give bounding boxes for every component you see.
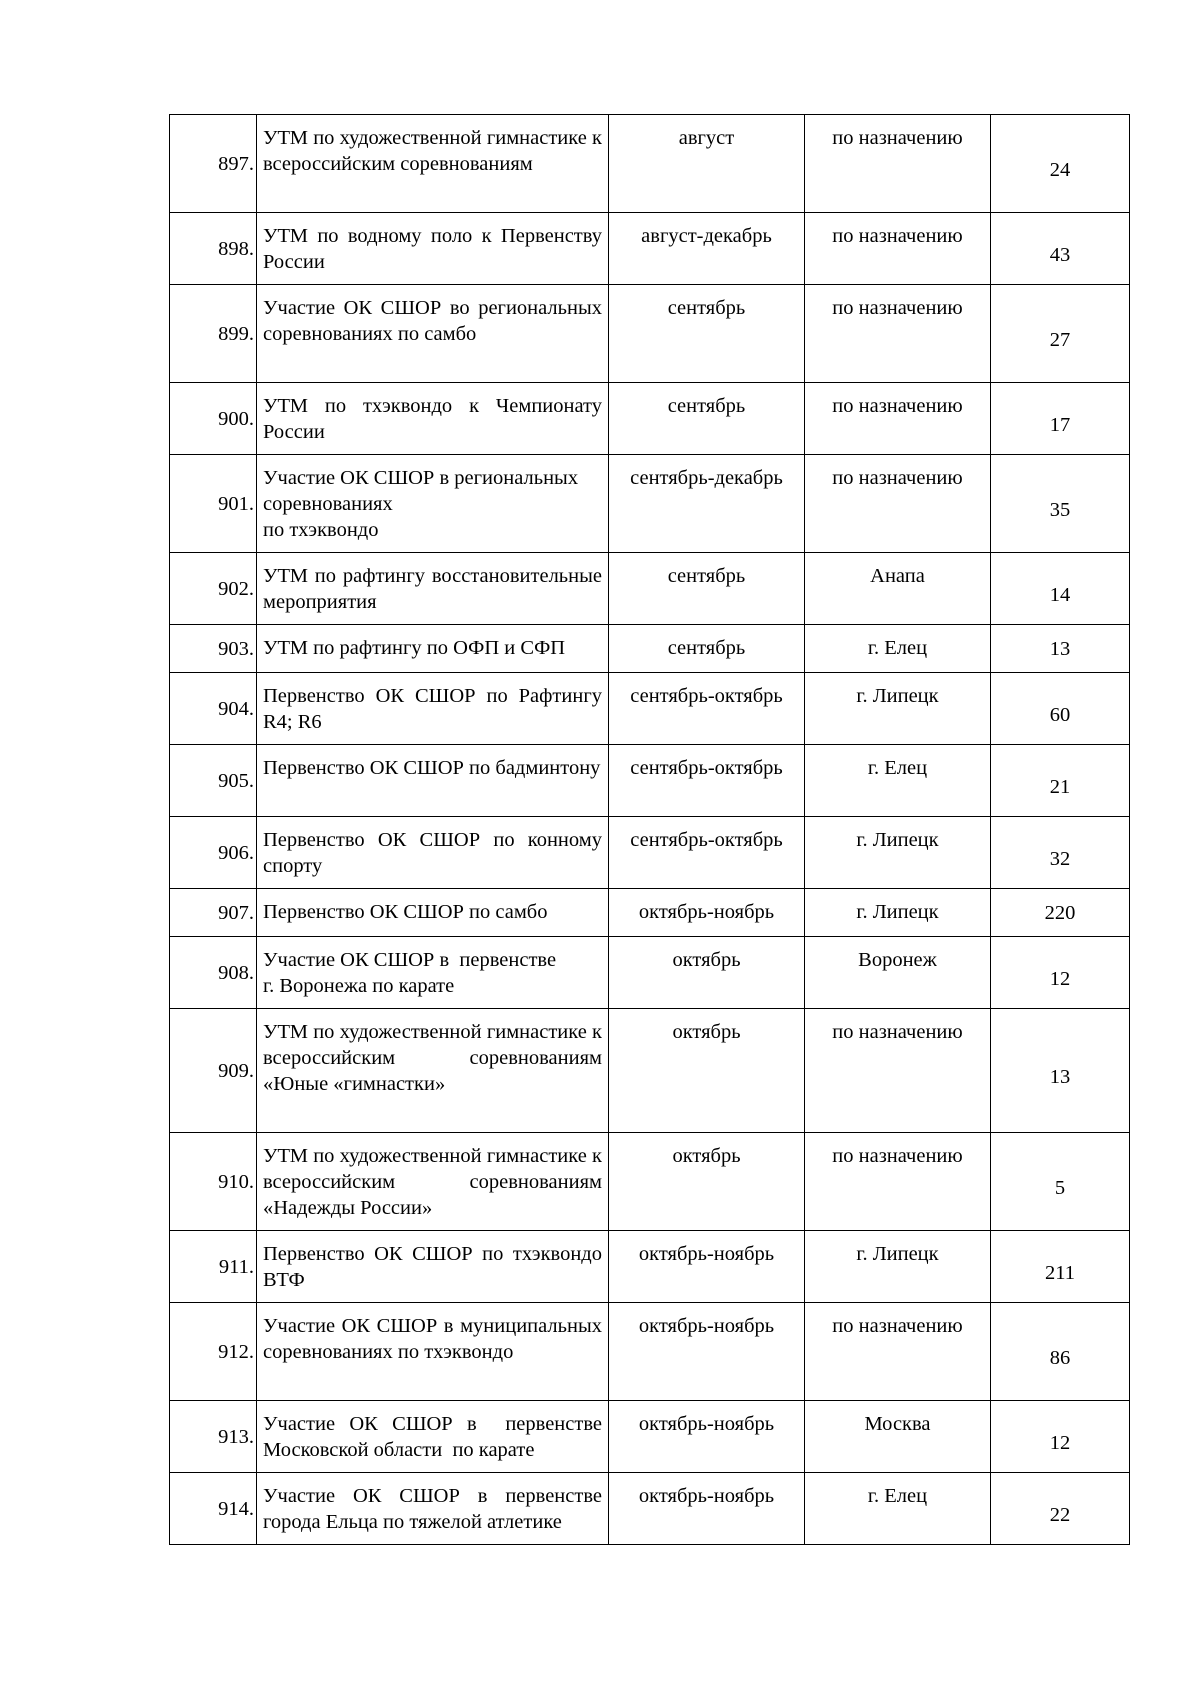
event-name: Первенство ОК СШОР по тхэквондо ВТФ [257,1231,609,1303]
event-name-line: Участие ОК СШОР в региональных [263,467,579,489]
event-name: УТМ по художественной гимнастике к всероссийским соревнованиям «Надежды России» [257,1133,609,1231]
event-name: Участие ОК СШОР в первенстве Московской области по карате [257,1401,609,1473]
table-row [170,1133,1130,1231]
row-number: 901. [170,455,257,553]
event-name-line: по тхэквондо [263,519,379,541]
event-place: по назначению [805,213,991,285]
event-name: УТМ по рафтингу по ОФП и СФП [257,625,609,673]
event-place: г. Липецк [805,1231,991,1303]
row-number: 908. [170,937,257,1009]
event-place: по назначению [805,1009,991,1133]
event-name: Первенство ОК СШОР по Рафтингу R4; R6 [257,673,609,745]
participant-count: 220 [991,889,1130,937]
event-name: УТМ по тхэквондо к Чемпионату России [257,383,609,455]
event-period: сентябрь-октябрь [609,673,805,745]
event-name-line: г. Воронежа по карате [263,975,455,997]
row-number: 909. [170,1009,257,1133]
table-row [170,1303,1130,1401]
event-name-line: Участие ОК СШОР в первенстве [263,949,557,971]
table-row [170,889,1130,937]
event-name [257,455,609,553]
event-name [257,937,609,1009]
table-row [170,817,1130,889]
row-number: 910. [170,1133,257,1231]
table-row [170,553,1130,625]
event-name: Первенство ОК СШОР по самбо [257,889,609,937]
participant-count: 86 [991,1303,1130,1401]
table-row [170,1473,1130,1545]
event-name: УТМ по рафтингу восстановительные мероприятия [257,553,609,625]
event-name: УТМ по водному поло к Первенству России [257,213,609,285]
table-row [170,1401,1130,1473]
row-number: 899. [170,285,257,383]
participant-count: 14 [991,553,1130,625]
event-name: УТМ по художественной гимнастике к всероссийским соревнованиям [257,115,609,213]
row-number: 905. [170,745,257,817]
event-period: сентябрь [609,625,805,673]
row-number: 914. [170,1473,257,1545]
participant-count: 27 [991,285,1130,383]
event-period: сентябрь [609,383,805,455]
participant-count: 211 [991,1231,1130,1303]
row-number: 904. [170,673,257,745]
participant-count: 32 [991,817,1130,889]
event-period: сентябрь [609,285,805,383]
event-name: Первенство ОК СШОР по конному спорту [257,817,609,889]
table-row [170,625,1130,673]
event-period: сентябрь [609,553,805,625]
event-name: УТМ по художественной гимнастике к всероссийским соревнованиям «Юные «гимнастки» [257,1009,609,1133]
row-number: 900. [170,383,257,455]
event-place: г. Елец [805,1473,991,1545]
row-number: 911. [170,1231,257,1303]
event-place: по назначению [805,115,991,213]
row-number: 897. [170,115,257,213]
table-row [170,1009,1130,1133]
table-row [170,115,1130,213]
event-period: октябрь-ноябрь [609,1473,805,1545]
row-number: 898. [170,213,257,285]
participant-count: 13 [991,1009,1130,1133]
event-period: сентябрь-октябрь [609,745,805,817]
event-place: г. Липецк [805,889,991,937]
event-name: Первенство ОК СШОР по бадминтону [257,745,609,817]
event-place: г. Липецк [805,673,991,745]
event-period: август-декабрь [609,213,805,285]
participant-count: 12 [991,937,1130,1009]
event-name-line: соревнованиях [263,493,393,515]
event-period: октябрь-ноябрь [609,1303,805,1401]
event-place: по назначению [805,455,991,553]
event-name: Участие ОК СШОР в муниципальных соревнованиях по тхэквондо [257,1303,609,1401]
table-row [170,745,1130,817]
event-period: октябрь-ноябрь [609,889,805,937]
event-period: октябрь [609,1133,805,1231]
event-place: г. Елец [805,625,991,673]
event-place: Воронеж [805,937,991,1009]
event-period: сентябрь-октябрь [609,817,805,889]
participant-count: 12 [991,1401,1130,1473]
event-period: август [609,115,805,213]
events-table [169,114,1130,1545]
table-row [170,455,1130,553]
row-number: 913. [170,1401,257,1473]
table-row [170,1231,1130,1303]
event-name: Участие ОК СШОР в первенстве города Ельца по тяжелой атлетике [257,1473,609,1545]
participant-count: 5 [991,1133,1130,1231]
table-row [170,937,1130,1009]
row-number: 912. [170,1303,257,1401]
table-row [170,673,1130,745]
row-number: 903. [170,625,257,673]
event-period: октябрь-ноябрь [609,1401,805,1473]
participant-count: 43 [991,213,1130,285]
document-page [169,114,1129,1545]
event-place: по назначению [805,285,991,383]
event-place: Москва [805,1401,991,1473]
participant-count: 22 [991,1473,1130,1545]
event-place: Анапа [805,553,991,625]
participant-count: 17 [991,383,1130,455]
row-number: 902. [170,553,257,625]
participant-count: 60 [991,673,1130,745]
participant-count: 13 [991,625,1130,673]
participant-count: 35 [991,455,1130,553]
participant-count: 24 [991,115,1130,213]
participant-count: 21 [991,745,1130,817]
table-row [170,383,1130,455]
event-place: г. Липецк [805,817,991,889]
event-place: г. Елец [805,745,991,817]
event-place: по назначению [805,1303,991,1401]
event-place: по назначению [805,383,991,455]
table-row [170,213,1130,285]
event-period: октябрь [609,1009,805,1133]
event-place: по назначению [805,1133,991,1231]
event-period: октябрь [609,937,805,1009]
table-row [170,285,1130,383]
row-number: 907. [170,889,257,937]
event-period: сентябрь-декабрь [609,455,805,553]
event-name: Участие ОК СШОР во региональных соревнованиях по самбо [257,285,609,383]
row-number: 906. [170,817,257,889]
event-period: октябрь-ноябрь [609,1231,805,1303]
